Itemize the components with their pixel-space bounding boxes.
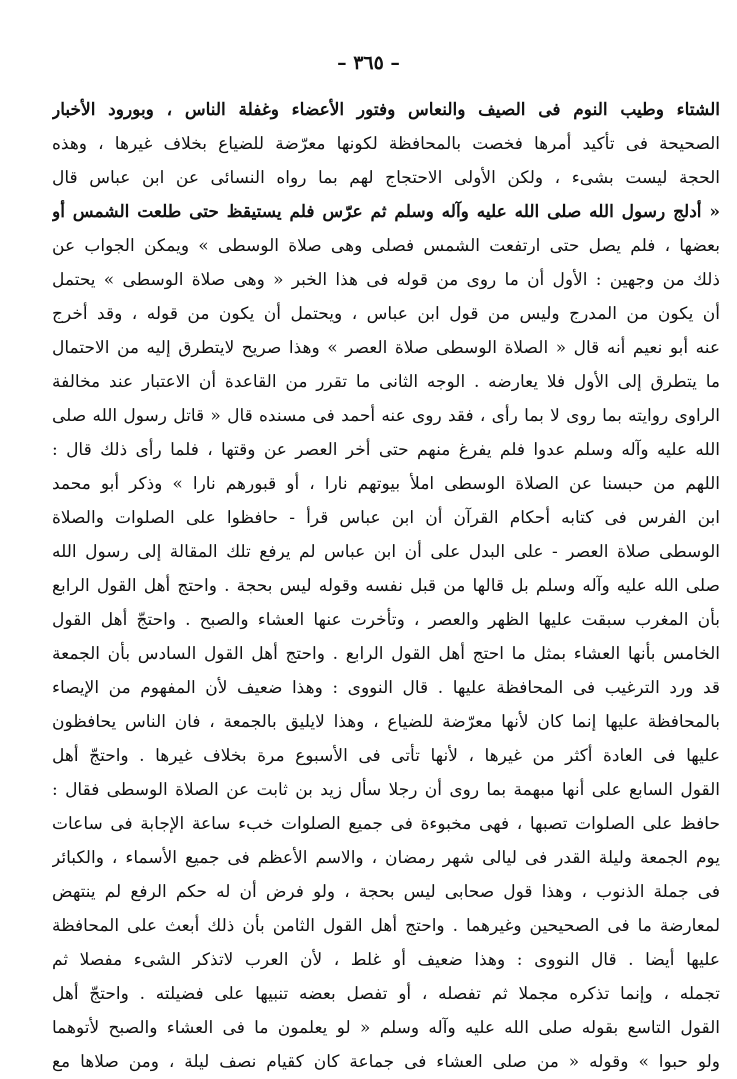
text-line: تجمله ، وإنما تذكره مجملا ثم تفصله ، أو تفصل بعضه تنبيها على فضيلته . واحتجّ أهل [52,984,720,1004]
page-number: – ٣٦٥ – [337,52,400,74]
text-line: ولو حبوا » وقوله « من صلى العشاء فى جماعة كان كقيام نصف ليلة ، ومن صلاها مع [52,1052,720,1072]
text-line: اللهم من حبسنا عن الصلاة الوسطى املأ بيوتهم نارا ، أو قبورهم نارا » وذكر أبو محمد [52,474,720,494]
text-line: الحجة ليست بشىء ، ولكن الأولى الاحتجاج لهم بما رواه النسائى عن ابن عباس قال [52,168,720,188]
text-line: ذلك من وجهين : الأول أن ما روى من قوله فى هذا الخبر « وهى صلاة الوسطى » يحتمل [52,270,720,290]
text-line: « أدلج رسول الله صلى الله عليه وآله وسلم ثم عرّس فلم يستيقظ حتى طلعت الشمس أو [52,202,720,222]
text-line: الله عليه وآله وسلم عدوا فلم يفرغ منهم حتى أخر العصر عن وقتها ، فلما رأى ذلك قال : [52,440,720,460]
text-line: حافظ على الصلوات تصبها ، فهى مخبوءة فى جميع الصلوات خبء ساعة الإجابة فى ساعات [52,814,720,834]
text-line: بعضها ، فلم يصل حتى ارتفعت الشمس فصلى وهى صلاة الوسطى » ويمكن الجواب عن [52,236,720,256]
text-line: الوسطى صلاة العصر - على البدل على أن ابن عباس لم يرفع تلك المقالة إلى رسول الله [52,542,720,562]
text-line: قد ورد الترغيب فى المحافظة عليها . قال النووى : وهذا ضعيف لأن المفهوم من الإيصاء [52,678,720,698]
text-line: يوم الجمعة وليلة القدر فى ليالى شهر رمضان ، والاسم الأعظم فى جميع الأسماء ، والكبائر [52,848,720,868]
body-text [52,93,720,1079]
text-line: فى جملة الذنوب ، وهذا قول صحابى ليس بحجة ، ولو فرض أن له حكم الرفع لم ينتهض [52,882,720,902]
text-line: بالمحافظة عليها إنما كان لأنها معرّضة للضياع ، وهذا لايليق بالجمعة ، فان الناس يحافظون [52,712,720,732]
text-line: القول السابع على أنها مبهمة بما روى أن رجلا سأل زيد بن ثابت عن الصلاة الوسطى فقال : [52,780,720,800]
text-line: القول التاسع بقوله صلى الله عليه وآله وسلم « لو يعلمون ما فى العشاء والصبح لأتوهما [52,1018,720,1038]
text-line: ما يتطرق إلى الأول فلا يعارضه . الوجه الثانى ما تقرر من القاعدة أن الاعتبار عند مخالفة [52,372,720,392]
text-line: الخامس بأنها العشاء بمثل ما احتج أهل القول الرابع . واحتج أهل القول السادس بأن الجمعة [52,644,720,664]
text-line: الراوى روايته بما روى لا بما رأى ، فقد روى عنه أحمد فى مسنده قال « قاتل رسول الله صلى [52,406,720,426]
text-line: لمعارضة ما فى الصحيحين وغيرهما . واحتج أهل القول الثامن بأن ذلك أبعث على المحافظة [52,916,720,936]
text-line: الصحيحة فى تأكيد أمرها فخصت بالمحافظة لكونها معرّضة للضياع بخلاف غيرها ، وهذه [52,134,720,154]
text-line: بأن المغرب سبقت عليها الظهر والعصر ، وتأخرت عنها العشاء والصبح . واحتجّ أهل القول [52,610,720,630]
text-line: عليها أيضا . قال النووى : وهذا ضعيف أو غلط ، لأن العرب لاتذكر الشىء مفصلا ثم [52,950,720,970]
text-line: عنه أبو نعيم أنه قال « الصلاة الوسطى صلاة العصر » وهذا صريح لايتطرق إليه من الاحتمال [52,338,720,358]
text-line: أن يكون من المدرج وليس من قول ابن عباس ، ويحتمل أن يكون من قوله ، وقد أخرج [52,304,720,324]
text-line: ابن الفرس فى كتابه أحكام القرآن أن ابن عباس قرأ - حافظوا على الصلوات والصلاة [52,508,720,528]
text-line: عليها فى العادة أكثر من غيرها ، لأنها تأتى فى الأسبوع مرة بخلاف غيرها . واحتجّ أهل [52,746,720,766]
text-line: صلى الله عليه وآله وسلم بل قالها من قبل نفسه وقوله ليس بحجة . واحتج أهل القول الرابع [52,576,720,596]
text-line: الشتاء وطيب النوم فى الصيف والنعاس وفتور الأعضاء وغفلة الناس ، وبورود الأخبار [52,100,720,120]
